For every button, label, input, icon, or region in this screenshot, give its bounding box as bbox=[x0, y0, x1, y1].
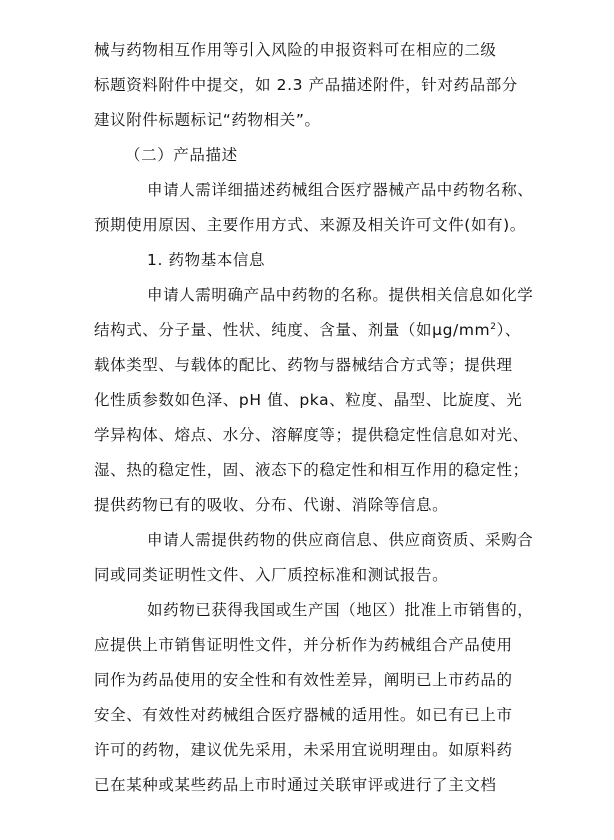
text-line-6: 预期使用原因、主要作用方式、来源及相关许可文件(如有)。 bbox=[94, 216, 526, 234]
text-line-20: 安全、有效性对药械组合医疗器械的适用性。如已有已上市 bbox=[94, 706, 513, 724]
text-line-8: 申请人需明确产品中药物的名称。提供相关信息如化学 bbox=[147, 286, 534, 304]
text-line-18: 应提供上市销售证明性文件，并分析作为药械组合产品使用 bbox=[94, 636, 513, 654]
subheading-drug-basic-info: 1. 药物基本信息 bbox=[147, 251, 266, 269]
section-heading-product-description: （二）产品描述 bbox=[125, 146, 238, 164]
text-line-19: 同作为药品使用的安全性和有效性差异，阐明已上市药品的 bbox=[94, 671, 513, 689]
text-line-5: 申请人需详细描述药械组合医疗器械产品中药物名称、 bbox=[147, 181, 534, 199]
text-line-10: 载体类型、与载体的配比、药物与器械结合方式等；提供理 bbox=[94, 356, 513, 374]
text-line-22: 已在某种或某些药品上市时通过关联审评或进行了主文档 bbox=[94, 776, 497, 794]
text-line-21: 许可的药物，建议优先采用，未采用宜说明理由。如原料药 bbox=[94, 741, 513, 759]
text-line-14: 提供药物已有的吸收、分布、代谢、消除等信息。 bbox=[94, 496, 449, 514]
text-line-2: 标题资料附件中提交，如 2.3 产品描述附件，针对药品部分 bbox=[94, 76, 518, 94]
text-line-3: 建议附件标题标记“药物相关”。 bbox=[94, 111, 321, 129]
text-line-9-tail: ）、 bbox=[496, 321, 522, 339]
text-line-16: 同或同类证明性文件、入厂质控标准和测试报告。 bbox=[94, 566, 449, 584]
text-line-15: 申请人需提供药物的供应商信息、供应商资质、采购合 bbox=[147, 531, 534, 549]
superscript-2: 2 bbox=[490, 322, 497, 332]
text-line-9-main: 结构式、分子量、性状、纯度、含量、剂量（如μg/mm bbox=[94, 321, 491, 339]
text-line-9 bbox=[94, 320, 534, 340]
text-line-13: 湿、热的稳定性，固、液态下的稳定性和相互作用的稳定性； bbox=[94, 461, 529, 479]
text-line-17: 如药物已获得我国或生产国（地区）批准上市销售的， bbox=[147, 601, 534, 619]
text-line-1: 械与药物相互作用等引入风险的申报资料可在相应的二级 bbox=[94, 41, 497, 59]
text-line-12: 学异构体、熔点、水分、溶解度等；提供稳定性信息如对光、 bbox=[94, 426, 529, 444]
text-line-11: 化性质参数如色泽、pH 值、pka、粒度、晶型、比旋度、光 bbox=[94, 391, 523, 409]
